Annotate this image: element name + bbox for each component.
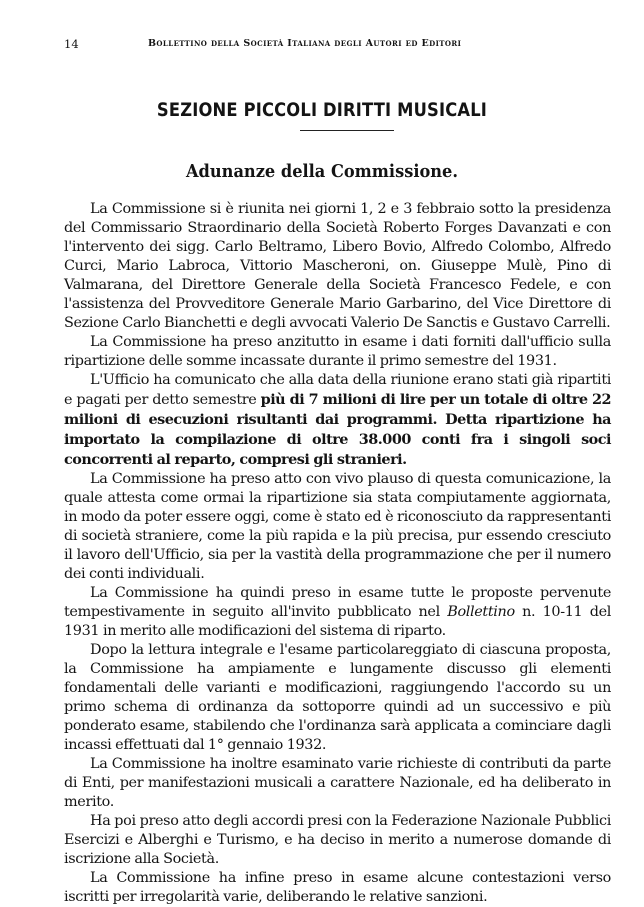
paragraph-office-report — [64, 371, 611, 470]
title-divider — [300, 130, 394, 131]
paragraph-approval: La Commissione ha preso atto con vivo plauso di questa comunicazione, la quale attesta come ormai la ripartizione sia stata compiutamente aggiornata, in modo da poter essere oggi, come è stato ed è riconosciuto da rappresentanti di società straniere, come la più rapida e la più precisa, pur essendo cresciuto il lavoro dell'Ufficio, sia per la vastità della programmazione che per il numero dei conti individuali. — [64, 471, 611, 582]
office-report-text: L'Ufficio ha comunicato che alla data della riunione erano stati già ripartiti e pagati per detto semestre — [64, 372, 611, 408]
paragraph-data-review: La Commissione ha preso anzitutto in esame i dati forniti dall'ufficio sulla ripartizione delle somme incassate durante il primo semestre del 1931. — [64, 334, 611, 369]
proposals-text: La Commissione ha quindi preso in esame tutte le proposte pervenute tempestivamente in seguito all'invito pubblicato nel — [64, 585, 611, 620]
section-title: SEZIONE PICCOLI DIRITTI MUSICALI — [156, 99, 488, 121]
office-report-highlight: più di 7 milioni di lire per un totale di oltre 22 milioni di esecuzioni risultanti dai programmi. Detta ripartizione ha importato la compilazione di oltre 38.000 conti fra i singoli soci concorrenti al reparto, compresi gli stranieri. — [64, 391, 611, 468]
paragraph-agreements: Ha poi preso atto degli accordi presi con la Federazione Nazionale Pubblici Esercizi e Alberghi e Turismo, e ha deciso in merito a numerose domande di iscrizione alla Società. — [64, 813, 611, 867]
bulletin-title: Bollettino — [447, 604, 515, 620]
paragraph-sanctions: La Commissione ha infine preso in esame alcune contestazioni verso iscritti per irregolarità varie, deliberando le relative sanzioni. — [64, 870, 611, 905]
paragraph-attendance: La Commissione si è riunita nei giorni 1, 2 e 3 febbraio sotto la presidenza del Commissario Straordinario della Società Roberto Forges Davanzati e con l'intervento dei sigg. Carlo Beltramo, Libero Bovio, Alfredo Colombo, Alfredo Curci, Mario Labroca, Vittorio Mascheroni, on. Giuseppe Mulè, Pino di Valmarana, del Direttore Generale della Società Francesco Fedele, e con l'assistenza del Provveditore Generale Mario Garbarino, del Vice Direttore di Sezione Carlo Bianchetti e degli avvocati Valerio De Sanctis e Gustavo Carrelli. — [64, 201, 611, 331]
proposals-text-end: n. 10-11 del 1931 in merito alle modificazioni del sistema di riparto. — [64, 604, 611, 639]
running-head — [64, 36, 592, 52]
article-subtitle: Adunanze della Commissione. — [185, 161, 459, 182]
paragraph-discussion: Dopo la lettura integrale e l'esame particolareggiato di ciascuna proposta, la Commissione ha ampiamente e lungamente discusso gli elementi fondamentali delle varianti e modificazioni, raggiungendo l'accordo su un primo schema di ordinanza da sottoporre quindi ad un successivo e più ponderato esame, stabilendo che l'ordinanza sarà applicata a cominciare dagli incassi effettuati dal 1° gennaio 1932. — [64, 642, 611, 753]
page-number: 14 — [64, 37, 79, 51]
paragraph-proposals — [64, 584, 611, 641]
journal-title: Bollettino della Società Italiana degli Autori ed Editori — [148, 38, 462, 49]
paragraph-contributions: La Commissione ha inoltre esaminato varie richieste di contributi da parte di Enti, per manifestazioni musicali a carattere Nazionale, ed ha deliberato in merito. — [64, 756, 611, 810]
article-body — [64, 200, 611, 907]
